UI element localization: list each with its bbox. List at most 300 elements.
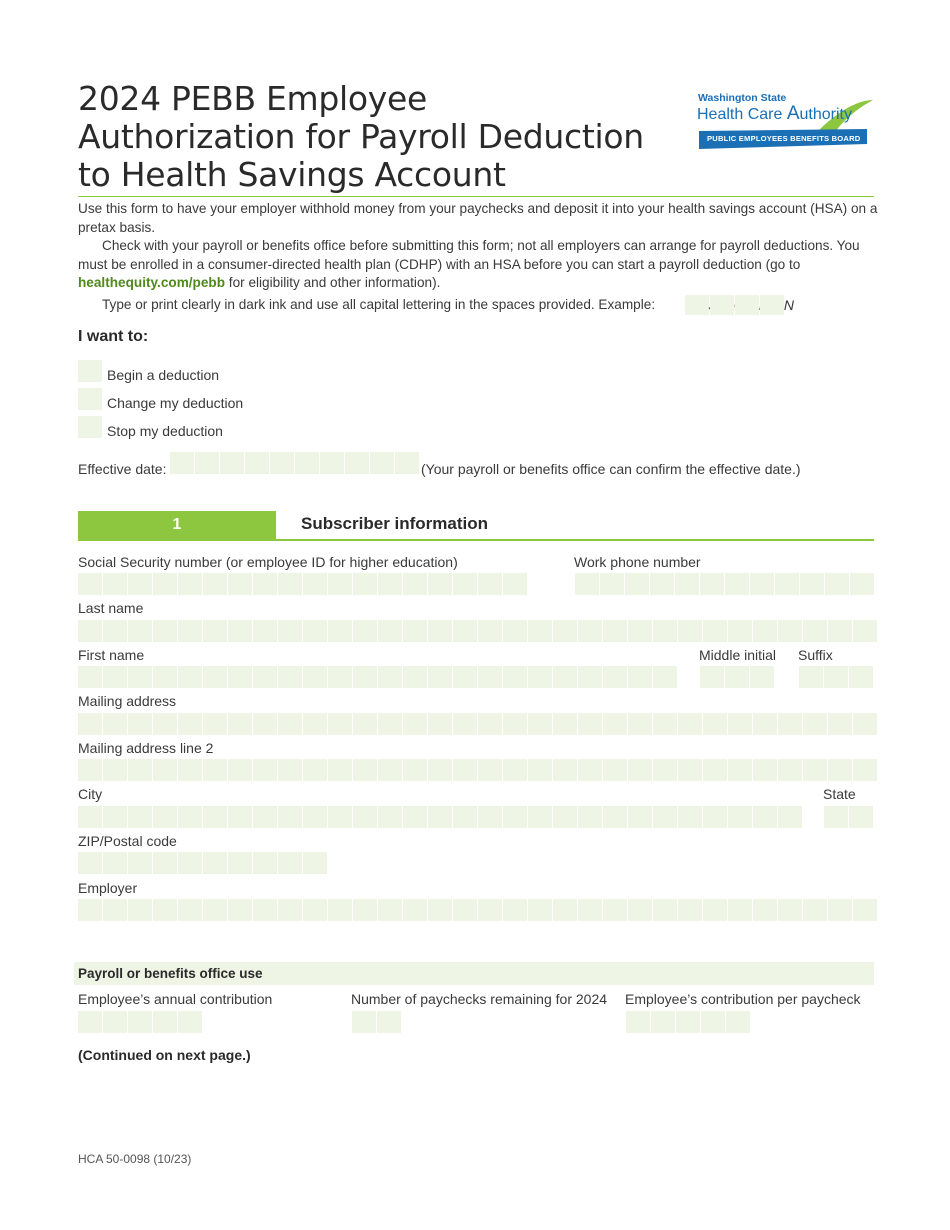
character-box[interactable]	[178, 573, 202, 595]
middle-initial-input[interactable]	[700, 666, 775, 688]
character-box[interactable]	[428, 666, 452, 688]
character-box[interactable]	[603, 806, 627, 828]
character-box[interactable]	[803, 759, 827, 781]
character-box[interactable]	[228, 759, 252, 781]
work-phone-input[interactable]	[575, 573, 875, 595]
character-box[interactable]	[453, 759, 477, 781]
character-box[interactable]	[778, 620, 802, 642]
character-box[interactable]	[253, 806, 277, 828]
character-box[interactable]	[428, 573, 452, 595]
character-box[interactable]	[153, 852, 177, 874]
character-box[interactable]	[403, 806, 427, 828]
character-box[interactable]	[628, 713, 652, 735]
character-box[interactable]	[303, 852, 327, 874]
character-box[interactable]	[703, 899, 727, 921]
character-box[interactable]	[853, 620, 877, 642]
character-box[interactable]	[453, 620, 477, 642]
character-box[interactable]	[203, 852, 227, 874]
zip-label: ZIP/Postal code	[78, 833, 177, 849]
character-box[interactable]	[803, 620, 827, 642]
character-box[interactable]	[600, 573, 624, 595]
character-box[interactable]	[278, 759, 302, 781]
character-box[interactable]	[578, 759, 602, 781]
character-box[interactable]	[653, 899, 677, 921]
character-box[interactable]	[353, 573, 377, 595]
character-box[interactable]	[799, 666, 823, 688]
character-box[interactable]	[303, 620, 327, 642]
character-box[interactable]	[578, 620, 602, 642]
character-box[interactable]	[103, 852, 127, 874]
character-box[interactable]	[603, 759, 627, 781]
character-box[interactable]	[478, 620, 502, 642]
character-box[interactable]	[753, 620, 777, 642]
character-box[interactable]	[278, 620, 302, 642]
character-box[interactable]	[103, 573, 127, 595]
character-box[interactable]	[503, 666, 527, 688]
effective-date-input[interactable]	[170, 452, 420, 474]
character-box[interactable]	[578, 899, 602, 921]
character-box[interactable]	[103, 620, 127, 642]
intro-text	[78, 200, 878, 315]
character-box[interactable]	[778, 759, 802, 781]
character-box[interactable]	[453, 806, 477, 828]
character-box[interactable]	[78, 899, 102, 921]
character-box[interactable]	[553, 759, 577, 781]
character-box[interactable]	[353, 899, 377, 921]
last-name-input[interactable]	[78, 620, 878, 642]
character-box[interactable]	[353, 713, 377, 735]
character-box[interactable]	[728, 899, 752, 921]
character-box[interactable]	[828, 899, 852, 921]
logo-line-1: Washington State	[698, 92, 787, 104]
character-box[interactable]	[700, 573, 724, 595]
intro-p3-text: Type or print clearly in dark ink and use all capital lettering in the spaces provided. Example:	[102, 296, 656, 312]
character-box[interactable]	[203, 806, 227, 828]
character-box[interactable]	[675, 573, 699, 595]
character-box[interactable]	[626, 1011, 650, 1033]
character-box[interactable]	[328, 759, 352, 781]
character-box[interactable]	[603, 620, 627, 642]
office-use-heading: Payroll or benefits office use	[74, 962, 874, 985]
suffix-input[interactable]	[799, 666, 874, 688]
character-box[interactable]	[775, 573, 799, 595]
character-box[interactable]	[153, 573, 177, 595]
character-box[interactable]	[228, 899, 252, 921]
character-box[interactable]	[403, 666, 427, 688]
character-box[interactable]	[653, 713, 677, 735]
character-box[interactable]	[853, 759, 877, 781]
character-box[interactable]	[726, 1011, 750, 1033]
example-letter	[710, 295, 734, 315]
character-box[interactable]	[703, 620, 727, 642]
character-box[interactable]	[203, 899, 227, 921]
character-box[interactable]	[528, 806, 552, 828]
logo-line-2	[697, 103, 852, 125]
character-box[interactable]	[228, 713, 252, 735]
character-box[interactable]	[178, 806, 202, 828]
character-box[interactable]	[678, 806, 702, 828]
character-box[interactable]	[103, 806, 127, 828]
character-box[interactable]	[825, 573, 849, 595]
character-box[interactable]	[295, 452, 319, 474]
character-box[interactable]	[303, 713, 327, 735]
character-box[interactable]	[178, 620, 202, 642]
character-box[interactable]	[203, 666, 227, 688]
character-box[interactable]	[603, 713, 627, 735]
character-box[interactable]	[703, 759, 727, 781]
character-box[interactable]	[228, 666, 252, 688]
character-box[interactable]	[178, 899, 202, 921]
character-box[interactable]	[195, 452, 219, 474]
character-box[interactable]	[78, 666, 102, 688]
character-box[interactable]	[245, 452, 269, 474]
character-box[interactable]	[628, 899, 652, 921]
character-box[interactable]	[828, 759, 852, 781]
character-box[interactable]	[553, 899, 577, 921]
character-box[interactable]	[270, 452, 294, 474]
character-box[interactable]	[228, 806, 252, 828]
character-box[interactable]	[378, 713, 402, 735]
character-box[interactable]	[178, 852, 202, 874]
character-box[interactable]	[278, 852, 302, 874]
character-box[interactable]	[700, 666, 724, 688]
character-box[interactable]	[503, 713, 527, 735]
annual-contribution-input[interactable]	[78, 1011, 203, 1033]
character-box[interactable]	[103, 1011, 127, 1033]
character-box[interactable]	[453, 573, 477, 595]
character-box[interactable]	[153, 713, 177, 735]
character-box[interactable]	[345, 452, 369, 474]
character-box[interactable]	[653, 806, 677, 828]
character-box[interactable]	[728, 759, 752, 781]
character-box[interactable]	[428, 759, 452, 781]
character-box[interactable]	[849, 666, 873, 688]
example-letters	[661, 295, 795, 316]
character-box[interactable]	[378, 759, 402, 781]
character-box[interactable]	[753, 713, 777, 735]
character-box[interactable]	[103, 899, 127, 921]
character-box[interactable]	[628, 666, 652, 688]
character-box[interactable]	[800, 573, 824, 595]
character-box[interactable]	[178, 713, 202, 735]
first-name-input[interactable]	[78, 666, 678, 688]
character-box[interactable]	[278, 573, 302, 595]
character-box[interactable]	[701, 1011, 725, 1033]
character-box[interactable]	[78, 1011, 102, 1033]
change-deduction-checkbox[interactable]	[78, 388, 102, 410]
character-box[interactable]	[378, 899, 402, 921]
intro-p2-end: for eligibility and other information).	[225, 275, 441, 290]
character-box[interactable]	[503, 573, 527, 595]
character-box[interactable]	[153, 899, 177, 921]
mailing-address-2-label: Mailing address line 2	[78, 740, 214, 756]
character-box[interactable]	[453, 713, 477, 735]
employer-input[interactable]	[78, 899, 878, 921]
character-box[interactable]	[128, 666, 152, 688]
character-box[interactable]	[628, 806, 652, 828]
character-box[interactable]	[678, 759, 702, 781]
character-box[interactable]	[228, 852, 252, 874]
character-box[interactable]	[753, 806, 777, 828]
title-line-1: 2024 PEBB Employee	[78, 79, 428, 118]
character-box[interactable]	[328, 713, 352, 735]
character-box[interactable]	[278, 899, 302, 921]
character-box[interactable]	[725, 573, 749, 595]
character-box[interactable]	[578, 713, 602, 735]
character-box[interactable]	[352, 1011, 376, 1033]
character-box[interactable]	[353, 806, 377, 828]
character-box[interactable]	[303, 666, 327, 688]
per-paycheck-input[interactable]	[626, 1011, 751, 1033]
city-label: City	[78, 786, 103, 802]
character-box[interactable]	[778, 806, 802, 828]
character-box[interactable]	[653, 620, 677, 642]
character-box[interactable]	[850, 573, 874, 595]
character-box[interactable]	[528, 759, 552, 781]
healthequity-link[interactable]: healthequity.com/pebb	[78, 275, 226, 290]
character-box[interactable]	[328, 573, 352, 595]
character-box[interactable]	[303, 573, 327, 595]
title-line-3: to Health Savings Account	[78, 155, 506, 194]
character-box[interactable]	[353, 666, 377, 688]
character-box[interactable]	[103, 759, 127, 781]
character-box[interactable]	[253, 713, 277, 735]
want-heading: I want to:	[78, 328, 149, 345]
character-box[interactable]	[703, 806, 727, 828]
character-box[interactable]	[478, 806, 502, 828]
character-box[interactable]	[228, 573, 252, 595]
character-box[interactable]	[503, 899, 527, 921]
stop-deduction-label: Stop my deduction	[107, 423, 223, 439]
character-box[interactable]	[78, 852, 102, 874]
character-box[interactable]	[528, 620, 552, 642]
character-box[interactable]	[253, 759, 277, 781]
character-box[interactable]	[378, 666, 402, 688]
character-box[interactable]	[128, 852, 152, 874]
logo-banner-text: PUBLIC EMPLOYEES BENEFITS BOARD	[707, 134, 861, 143]
character-box[interactable]	[575, 573, 599, 595]
ssn-input[interactable]	[78, 573, 528, 595]
character-box[interactable]	[603, 666, 627, 688]
character-box[interactable]	[378, 620, 402, 642]
character-box[interactable]	[378, 806, 402, 828]
character-box[interactable]	[370, 452, 394, 474]
character-box[interactable]	[528, 666, 552, 688]
character-box[interactable]	[78, 573, 102, 595]
character-box[interactable]	[395, 452, 419, 474]
character-box[interactable]	[403, 573, 427, 595]
character-box[interactable]	[253, 573, 277, 595]
character-box[interactable]	[128, 713, 152, 735]
character-box[interactable]	[478, 899, 502, 921]
character-box[interactable]	[278, 666, 302, 688]
character-box[interactable]	[603, 899, 627, 921]
character-box[interactable]	[253, 852, 277, 874]
character-box[interactable]	[803, 713, 827, 735]
logo-line-2-rest: uthority	[799, 106, 852, 123]
character-box[interactable]	[278, 713, 302, 735]
character-box[interactable]	[503, 620, 527, 642]
character-box[interactable]	[503, 759, 527, 781]
character-box[interactable]	[153, 806, 177, 828]
character-box[interactable]	[403, 713, 427, 735]
character-box[interactable]	[824, 806, 848, 828]
section-number: 1	[78, 511, 276, 539]
character-box[interactable]	[128, 806, 152, 828]
character-box[interactable]	[128, 620, 152, 642]
character-box[interactable]	[676, 1011, 700, 1033]
logo-line-2-a: A	[786, 103, 800, 124]
character-box[interactable]	[203, 713, 227, 735]
character-box[interactable]	[153, 1011, 177, 1033]
character-box[interactable]	[153, 759, 177, 781]
stop-deduction-checkbox[interactable]	[78, 416, 102, 438]
character-box[interactable]	[828, 713, 852, 735]
character-box[interactable]	[203, 759, 227, 781]
character-box[interactable]	[128, 1011, 152, 1033]
character-box[interactable]	[849, 806, 873, 828]
character-box[interactable]	[103, 713, 127, 735]
character-box[interactable]	[653, 759, 677, 781]
character-box[interactable]	[750, 573, 774, 595]
character-box[interactable]	[170, 452, 194, 474]
annual-contribution-label: Employee’s annual contribution	[78, 991, 273, 1007]
section-rule	[78, 539, 874, 541]
character-box[interactable]	[728, 620, 752, 642]
paychecks-remaining-input[interactable]	[352, 1011, 402, 1033]
character-box[interactable]	[678, 899, 702, 921]
character-box[interactable]	[328, 899, 352, 921]
character-box[interactable]	[78, 713, 102, 735]
character-box[interactable]	[178, 666, 202, 688]
zip-input[interactable]	[78, 852, 328, 874]
character-box[interactable]	[428, 899, 452, 921]
character-box[interactable]	[703, 713, 727, 735]
character-box[interactable]	[403, 620, 427, 642]
character-box[interactable]	[428, 713, 452, 735]
character-box[interactable]	[253, 899, 277, 921]
character-box[interactable]	[750, 666, 774, 688]
character-box[interactable]	[678, 620, 702, 642]
character-box[interactable]	[203, 573, 227, 595]
character-box[interactable]	[528, 713, 552, 735]
character-box[interactable]	[553, 666, 577, 688]
character-box[interactable]	[678, 713, 702, 735]
character-box[interactable]	[128, 899, 152, 921]
change-deduction-label: Change my deduction	[107, 395, 244, 411]
state-input[interactable]	[824, 806, 874, 828]
character-box[interactable]	[728, 713, 752, 735]
character-box[interactable]	[128, 759, 152, 781]
intro-paragraph-1: Use this form to have your employer withhold money from your paychecks and deposit it into your health savings account (HSA) on a pretax basis.	[78, 201, 878, 235]
character-box[interactable]	[625, 573, 649, 595]
intro-paragraph-3	[78, 295, 878, 316]
character-box[interactable]	[353, 620, 377, 642]
character-box[interactable]	[328, 666, 352, 688]
suffix-label: Suffix	[798, 647, 833, 663]
character-box[interactable]	[853, 899, 877, 921]
mailing-address-input[interactable]	[78, 713, 878, 735]
character-box[interactable]	[428, 620, 452, 642]
character-box[interactable]	[753, 759, 777, 781]
character-box[interactable]	[253, 666, 277, 688]
character-box[interactable]	[453, 666, 477, 688]
character-box[interactable]	[478, 666, 502, 688]
character-box[interactable]	[478, 573, 502, 595]
character-box[interactable]	[650, 573, 674, 595]
character-box[interactable]	[651, 1011, 675, 1033]
employer-label: Employer	[78, 880, 138, 896]
character-box[interactable]	[653, 666, 677, 688]
character-box[interactable]	[478, 713, 502, 735]
character-box[interactable]	[128, 573, 152, 595]
paychecks-remaining-label: Number of paychecks remaining for 2024	[351, 991, 608, 1007]
begin-deduction-checkbox[interactable]	[78, 360, 102, 382]
character-box[interactable]	[753, 899, 777, 921]
character-box[interactable]	[278, 806, 302, 828]
character-box[interactable]	[553, 620, 577, 642]
character-box[interactable]	[728, 806, 752, 828]
character-box[interactable]	[253, 620, 277, 642]
character-box[interactable]	[778, 899, 802, 921]
character-box[interactable]	[503, 806, 527, 828]
character-box[interactable]	[628, 620, 652, 642]
mailing-address-2-input[interactable]	[78, 759, 878, 781]
character-box[interactable]	[303, 899, 327, 921]
character-box[interactable]	[377, 1011, 401, 1033]
character-box[interactable]	[103, 666, 127, 688]
character-box[interactable]	[828, 620, 852, 642]
character-box[interactable]	[628, 759, 652, 781]
character-box[interactable]	[203, 620, 227, 642]
character-box[interactable]	[78, 806, 102, 828]
character-box[interactable]	[403, 759, 427, 781]
character-box[interactable]	[228, 620, 252, 642]
effective-date-label: Effective date:	[78, 461, 167, 477]
character-box[interactable]	[378, 573, 402, 595]
character-box[interactable]	[578, 806, 602, 828]
character-box[interactable]	[303, 759, 327, 781]
character-box[interactable]	[320, 452, 344, 474]
character-box[interactable]	[725, 666, 749, 688]
character-box[interactable]	[778, 713, 802, 735]
character-box[interactable]	[353, 759, 377, 781]
character-box[interactable]	[553, 713, 577, 735]
character-box[interactable]	[220, 452, 244, 474]
character-box[interactable]	[403, 899, 427, 921]
character-box[interactable]	[553, 806, 577, 828]
character-box[interactable]	[453, 899, 477, 921]
character-box[interactable]	[853, 713, 877, 735]
character-box[interactable]	[153, 620, 177, 642]
character-box[interactable]	[178, 1011, 202, 1033]
character-box[interactable]	[428, 806, 452, 828]
character-box[interactable]	[78, 759, 102, 781]
character-box[interactable]	[478, 759, 502, 781]
page-title	[78, 80, 678, 194]
character-box[interactable]	[578, 666, 602, 688]
city-input[interactable]	[78, 806, 803, 828]
character-box[interactable]	[178, 759, 202, 781]
character-box[interactable]	[528, 899, 552, 921]
character-box[interactable]	[328, 620, 352, 642]
character-box[interactable]	[328, 806, 352, 828]
character-box[interactable]	[803, 899, 827, 921]
character-box[interactable]	[153, 666, 177, 688]
character-box[interactable]	[303, 806, 327, 828]
character-box[interactable]	[824, 666, 848, 688]
character-box[interactable]	[78, 620, 102, 642]
